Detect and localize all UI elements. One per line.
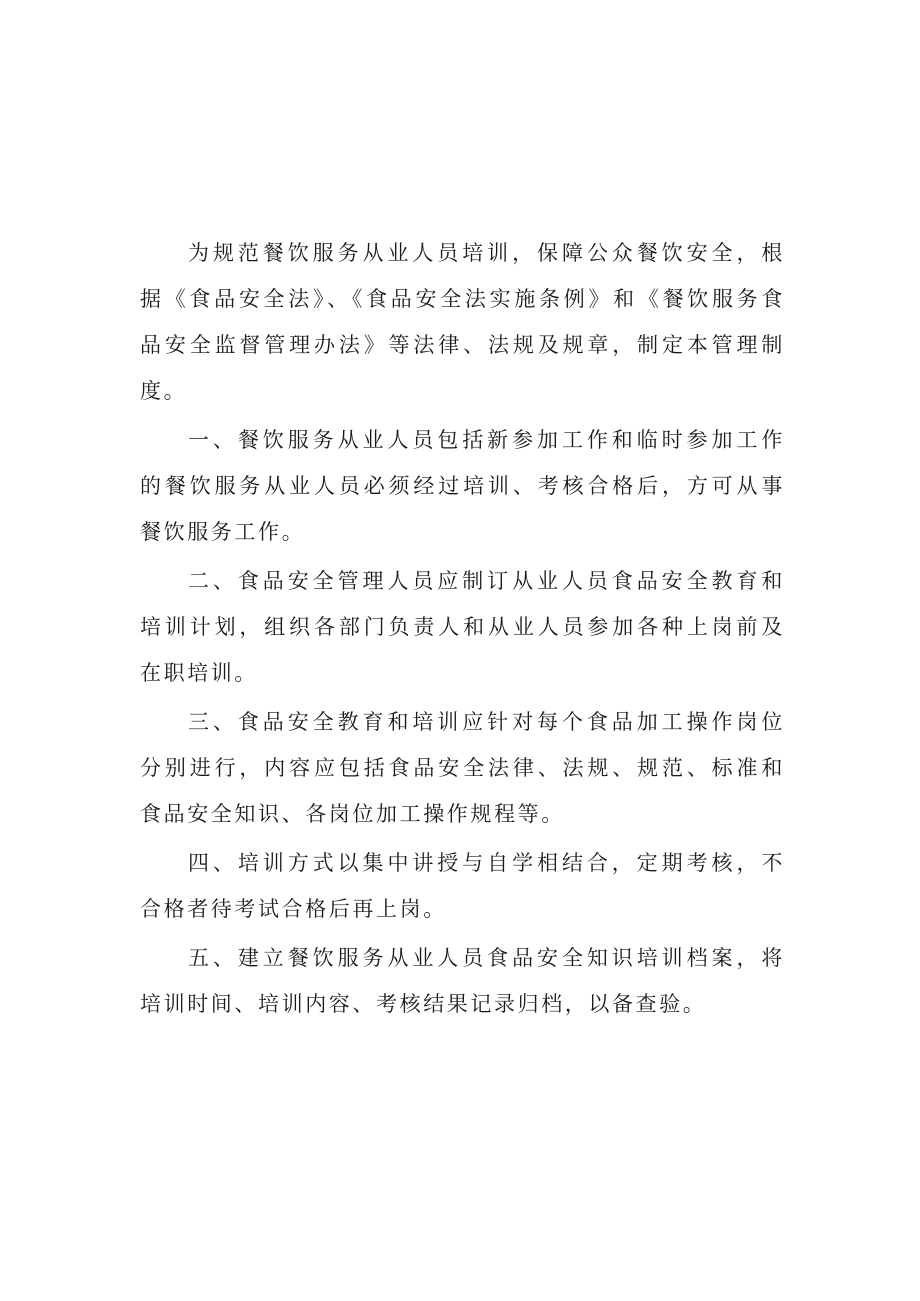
paragraph-clause-4: 四、培训方式以集中讲授与自学相结合，定期考核，不 合格者待考试合格后再上岗。 — [140, 851, 785, 921]
paragraph-clause-1: 一、餐饮服务从业人员包括新参加工作和临时参加工作 的餐饮服务从业人员必须经过培训、考核合格后，方可从事 餐饮服务工作。 — [140, 428, 785, 544]
document-body — [140, 230, 785, 1027]
paragraph-clause-5: 五、建立餐饮服务从业人员食品安全知识培训档案，将 培训时间、培训内容、考核结果记录归档，以备查验。 — [140, 946, 785, 1016]
paragraph-clause-2: 二、食品安全管理人员应制订从业人员食品安全教育和 培训计划，组织各部门负责人和从业人员参加各种上岗前及 在职培训。 — [140, 569, 785, 685]
paragraph-clause-3: 三、食品安全教育和培训应针对每个食品加工操作岗位 分别进行，内容应包括食品安全法律、法规、规范、标准和 食品安全知识、各岗位加工操作规程等。 — [140, 710, 785, 826]
paragraph-intro: 为规范餐饮服务从业人员培训，保障公众餐饮安全，根 据《食品安全法》、《食品安全法实施条例》和《餐饮服务食 品安全监督管理办法》等法律、法规及规章，制定本管理制 度。 — [140, 241, 785, 403]
